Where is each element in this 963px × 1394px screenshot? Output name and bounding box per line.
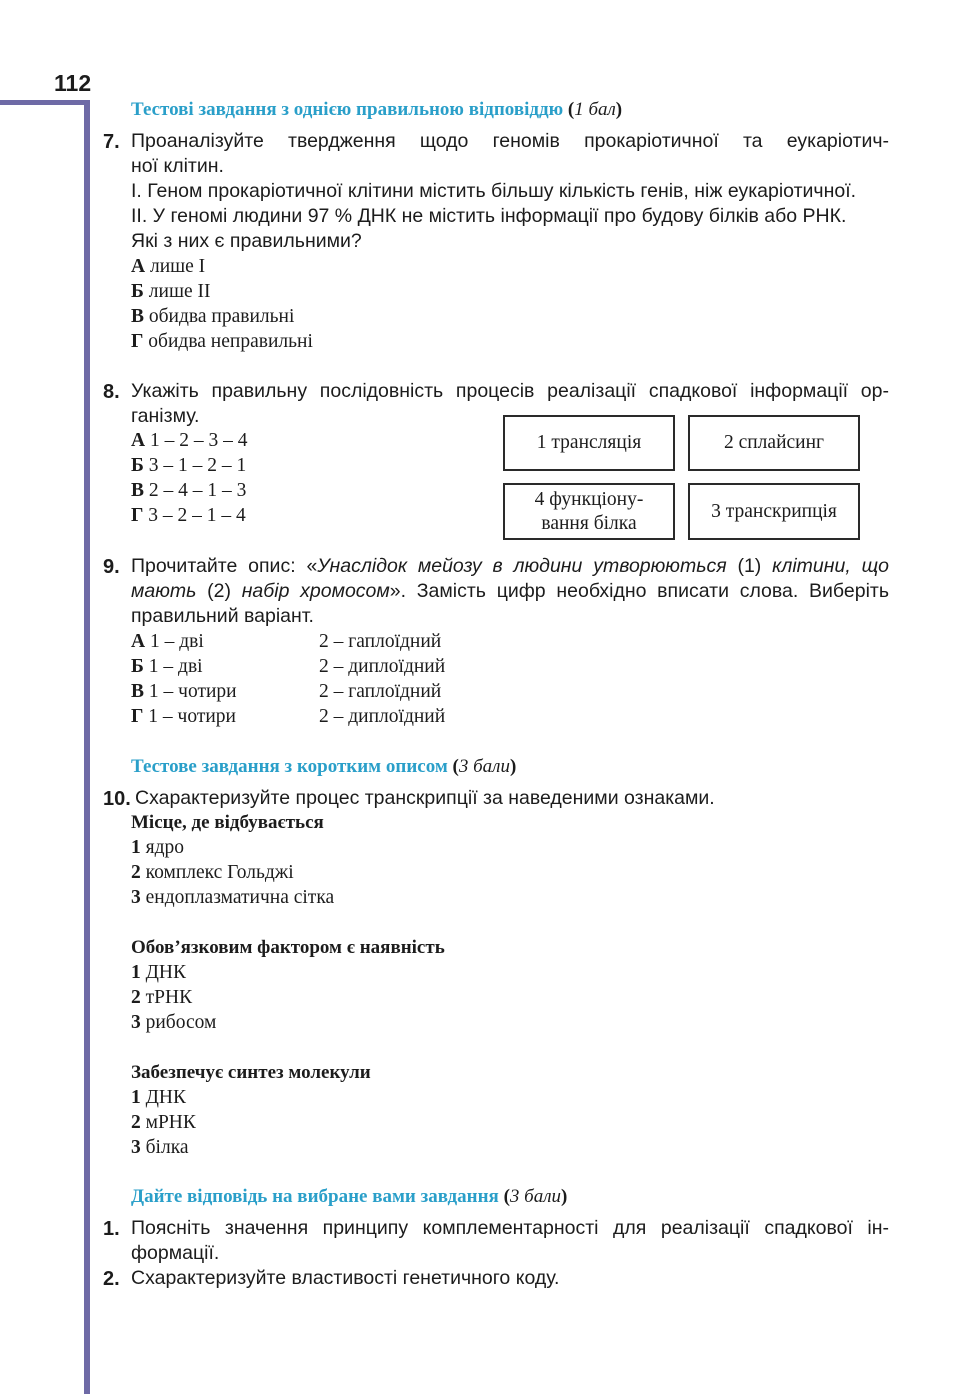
q7-option-c: В обидва правильні <box>131 306 295 327</box>
question-8-text: Укажіть правильну послідовність процесів реалізації спадкової інформації ор- ганізму. <box>131 380 889 427</box>
q10-group-2-title: Обов’язковим фактором є наявність <box>131 937 445 958</box>
final-question-2-number: 2. <box>103 1268 120 1290</box>
q7-option-d: Г обидва неправильні <box>131 331 313 352</box>
q9-option-d: Г 1 – чотири <box>131 706 236 727</box>
q7-option-b: Б лише II <box>131 281 211 302</box>
q9-option-a: А 1 – дві <box>131 631 204 652</box>
q10-group-1-item-1: 1 ядро <box>131 837 185 858</box>
question-10-text: Схарактеризуйте процес транскрипції за наведеними ознаками. <box>135 787 715 809</box>
q10-group-1-item-2: 2 комплекс Гольджі <box>131 862 294 883</box>
q9-option-a-col2: 2 – гаплоїдний <box>319 631 442 652</box>
q10-group-3-item-2: 2 мРНК <box>131 1112 196 1133</box>
q10-group-1-title: Місце, де відбувається <box>131 812 324 833</box>
question-7-number: 7. <box>103 131 120 153</box>
q8-option-a: А 1 – 2 – 3 – 4 <box>131 430 248 451</box>
q8-option-d: Г 3 – 2 – 1 – 4 <box>131 505 246 526</box>
margin-bar-top <box>0 100 90 105</box>
q10-group-3-item-3: 3 білка <box>131 1137 189 1158</box>
q9-option-c: В 1 – чотири <box>131 681 237 702</box>
question-10-number: 10. <box>103 788 131 810</box>
q9-option-d-col2: 2 – диплоїдний <box>319 706 446 727</box>
q10-group-2-item-2: 2 тРНК <box>131 987 193 1008</box>
final-question-1-number: 1. <box>103 1218 120 1240</box>
question-9-number: 9. <box>103 556 120 578</box>
q10-group-2-item-1: 1 ДНК <box>131 962 187 983</box>
q9-option-b-col2: 2 – диплоїдний <box>319 656 446 677</box>
q10-group-2-item-3: 3 рибосом <box>131 1012 217 1033</box>
final-question-2-text: Схарактеризуйте властивості генетичного коду. <box>131 1267 560 1289</box>
question-9-text: Прочитайте опис: «Унаслідок мейозу в людини утворюються (1) клітини, що мають (2) набір хромосом». Замість цифр необхідно вписати слова. Виберіть правильний варіант. <box>131 555 890 627</box>
q9-option-b: Б 1 – дві <box>131 656 203 677</box>
q8-option-b: Б 3 – 1 – 2 – 1 <box>131 455 247 476</box>
q10-group-1-item-3: 3 ендоплазматична сітка <box>131 887 335 908</box>
section-heading-single-answer: Тестові завдання з однією правильною відповіддю (1 бал) <box>131 99 623 120</box>
q10-group-3-title: Забезпечує синтез молекули <box>131 1062 371 1083</box>
q10-group-3-item-1: 1 ДНК <box>131 1087 187 1108</box>
page-number: 112 <box>54 70 92 96</box>
section-heading-choose: Дайте відповідь на вибране вами завдання (3 бали) <box>131 1186 568 1207</box>
section-heading-short-description: Тестове завдання з коротким описом (3 бали) <box>131 756 517 777</box>
process-box-3: 3 транскрипція <box>688 483 860 540</box>
process-box-4: 4 функціону- вання білка <box>503 483 675 540</box>
margin-bar-vertical <box>84 100 90 1394</box>
question-8-number: 8. <box>103 381 120 403</box>
process-box-1: 1 трансляція <box>503 415 675 471</box>
question-7-text: Проаналізуйте твердження щодо геномів прокаріотичної та еукаріотич- ної клітин. I. Геном прокаріотичної клітини містить більшу кількість генів, ніж еукаріотичної. II. У геномі людини 97 % ДНК не містить інформації про будову білків або РНК. Які з них є правильними? <box>131 130 889 252</box>
q8-option-c: В 2 – 4 – 1 – 3 <box>131 480 247 501</box>
q9-option-c-col2: 2 – гаплоїдний <box>319 681 442 702</box>
process-box-2: 2 сплайсинг <box>688 415 860 471</box>
final-question-1-text: Поясніть значення принципу комплементарності для реалізації спадкової ін- формації. <box>131 1217 889 1264</box>
q7-option-a: А лише I <box>131 256 206 277</box>
